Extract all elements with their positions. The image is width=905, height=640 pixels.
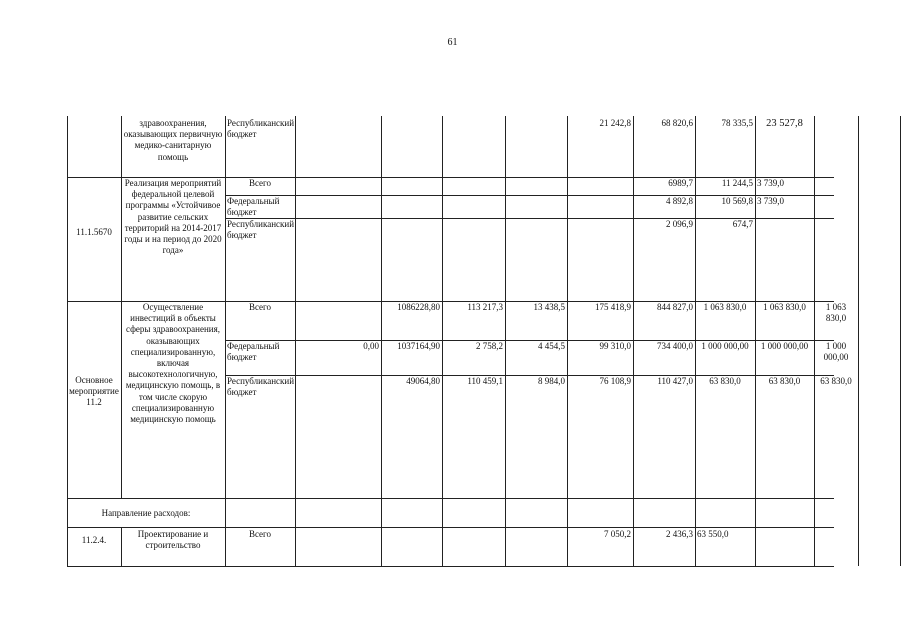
row2-value: 734 400,0 xyxy=(657,341,693,351)
table-rule xyxy=(225,195,834,196)
row0-value: 21 242,8 xyxy=(599,118,631,128)
row0-name: здравоохранения, оказывающих первичную медико-санитарную помощь xyxy=(123,118,223,162)
row2-value: 63 830,0 xyxy=(768,376,801,386)
row1-value: 3 739,0 xyxy=(757,196,784,206)
row4-value: 63 550,0 xyxy=(697,529,729,539)
row1-name: Реализация мероприятий федеральной целевой программы «Устойчивое развитие сельских территорий на 2014-2017 годы и на период до 2020 года» xyxy=(124,178,222,256)
row4-value: 7 050,2 xyxy=(604,529,631,539)
table-rule xyxy=(505,116,506,566)
table-rule xyxy=(225,116,226,566)
row1-value: 2 096,9 xyxy=(666,219,693,229)
row2-value: 110 459,1 xyxy=(467,376,503,386)
row2-value: 175 418,9 xyxy=(595,302,631,312)
row2-value: 0,00 xyxy=(363,341,379,351)
table-rule xyxy=(67,527,834,528)
table-rule xyxy=(121,527,122,566)
row3-label: Направление расходов: xyxy=(101,508,191,518)
row2-value: 76 108,9 xyxy=(599,376,631,386)
row4-code: 11.2.4. xyxy=(81,535,107,545)
table-rule xyxy=(67,301,834,302)
row2-value: 63 830,0 xyxy=(709,376,741,386)
table-rule xyxy=(381,116,382,566)
row4-budget: Всего xyxy=(248,529,272,539)
row2-value: 13 438,5 xyxy=(533,302,565,312)
row1-budget: Федеральный бюджет xyxy=(227,196,280,218)
table-rule xyxy=(814,116,815,566)
row0-budget: Республиканский бюджет xyxy=(227,118,295,140)
table-rule xyxy=(567,116,568,566)
table-rule xyxy=(67,177,834,178)
row1-code: 11.1.5670 xyxy=(76,227,112,237)
row2-value: 1 063 830,0 xyxy=(825,302,847,324)
row2-code: Основное мероприятие 11.2 xyxy=(69,375,119,408)
table-rule xyxy=(858,116,859,566)
row2-value: 110 427,0 xyxy=(657,376,693,386)
row1-value: 11 244,5 xyxy=(721,178,753,188)
table-rule xyxy=(67,116,68,566)
row2-value: 1 063 830,0 xyxy=(703,302,747,312)
row2-value: 1086228,80 xyxy=(397,302,440,312)
row1-budget: Республиканский бюджет xyxy=(227,219,295,241)
row4-name: Проектирование и строительство xyxy=(137,529,209,551)
table-rule xyxy=(442,116,443,566)
row2-value: 1 000 000,00 xyxy=(760,341,809,351)
table-rule xyxy=(755,116,756,566)
table-rule xyxy=(67,566,834,567)
row1-value: 6989,7 xyxy=(668,178,693,188)
row2-value: 113 217,3 xyxy=(467,302,503,312)
row1-value: 10 569,8 xyxy=(721,196,753,206)
row4-value: 2 436,3 xyxy=(666,529,693,539)
row2-budget: Всего xyxy=(248,302,272,312)
table-rule xyxy=(225,340,834,341)
row2-value: 1 063 830,0 xyxy=(763,302,806,312)
table-rule xyxy=(121,116,122,498)
row2-budget: Республиканский бюджет xyxy=(227,376,295,398)
row2-budget: Федеральный бюджет xyxy=(227,341,280,363)
row2-value: 1037164,90 xyxy=(397,341,440,351)
row2-value: 63 830,0 xyxy=(820,376,852,386)
table-rule xyxy=(225,375,834,376)
row1-budget: Всего xyxy=(248,178,272,188)
table-rule xyxy=(295,116,296,566)
table-rule xyxy=(225,218,834,219)
row2-value: 1 000 000,00 xyxy=(823,341,849,363)
row2-value: 1 000 000,00 xyxy=(701,341,749,351)
row1-value: 4 892,8 xyxy=(666,196,693,206)
table-rule xyxy=(67,498,834,499)
page-number: 61 xyxy=(447,37,458,48)
row2-value: 2 758,2 xyxy=(476,341,503,351)
table-rule xyxy=(900,116,901,566)
row1-value: 674,7 xyxy=(732,219,753,229)
row2-value: 844 827,0 xyxy=(657,302,693,312)
row0-value: 78 335,5 xyxy=(721,118,753,128)
row2-value: 49064,80 xyxy=(406,376,440,386)
table-rule xyxy=(633,116,634,566)
row2-value: 8 984,0 xyxy=(538,376,565,386)
row0-value: 23 527,8 xyxy=(766,118,803,129)
row2-name: Осуществление инвестиций в объекты сферы здравоохранения, оказывающих специализированную, включая высокотехнологичную, медицинскую помощь, в том числе скорую специализированную медицинскую помощь xyxy=(125,302,221,425)
row1-value: 3 739,0 xyxy=(757,178,784,188)
row0-value: 68 820,6 xyxy=(661,118,693,128)
row2-value: 4 454,5 xyxy=(538,341,565,351)
row2-value: 99 310,0 xyxy=(599,341,631,351)
table-rule xyxy=(695,116,696,566)
